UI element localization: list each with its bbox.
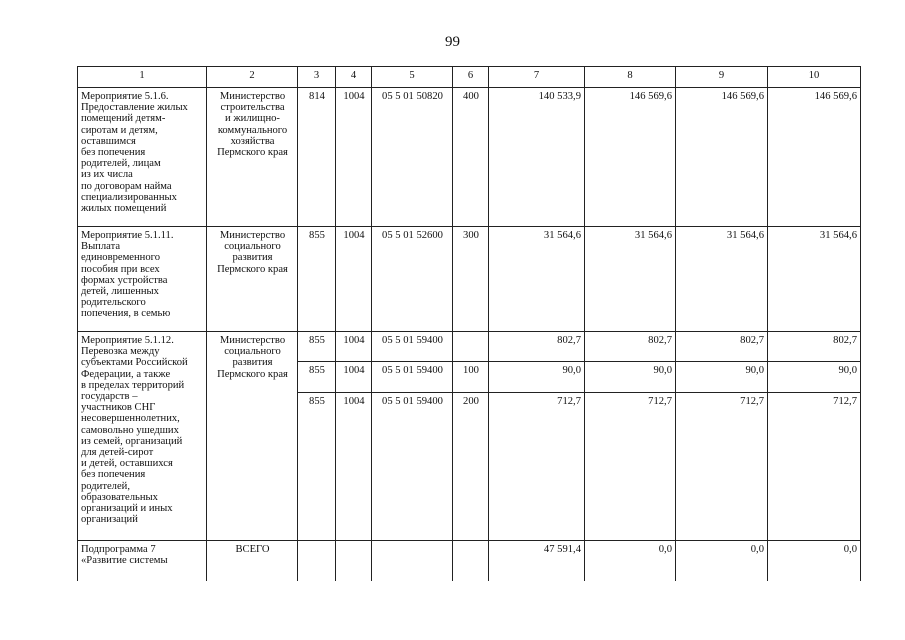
table-header-row: [78, 67, 861, 88]
table-row: [78, 88, 861, 227]
target-article-cell: 05 5 01 50820: [372, 88, 453, 227]
code-cell: 814: [298, 88, 336, 227]
target-article-cell: 05 5 01 52600: [372, 227, 453, 332]
amount-cell: 146 569,6: [676, 88, 768, 227]
amount-cell: 90,0: [489, 362, 585, 393]
code-cell: 855: [298, 332, 336, 362]
column-header: 5: [372, 67, 453, 88]
amount-cell: 47 591,4: [489, 541, 585, 581]
expense-type-cell: 300: [453, 227, 489, 332]
column-header: 9: [676, 67, 768, 88]
section-cell: 1004: [336, 227, 372, 332]
amount-cell: 140 533,9: [489, 88, 585, 227]
amount-cell: 802,7: [489, 332, 585, 362]
expense-type-cell: 100: [453, 362, 489, 393]
activity-name-cell: Мероприятие 5.1.6. Предоставление жилых помещений детям- сиротам и детям, оставшимся без попечения родителей, лицам из их числа по договорам найма специализированных жилых помещений: [78, 88, 207, 227]
column-header: 2: [207, 67, 298, 88]
column-header: 4: [336, 67, 372, 88]
table-row: [78, 541, 861, 581]
amount-cell: 90,0: [768, 362, 861, 393]
page-number: 99: [445, 34, 460, 50]
column-header: 6: [453, 67, 489, 88]
column-header: 3: [298, 67, 336, 88]
amount-cell: 712,7: [676, 393, 768, 541]
section-cell: [336, 541, 372, 581]
amount-cell: 31 564,6: [768, 227, 861, 332]
section-cell: 1004: [336, 88, 372, 227]
executor-cell: Министерство социального развития Пермского края: [207, 227, 298, 332]
amount-cell: 0,0: [768, 541, 861, 581]
amount-cell: 802,7: [768, 332, 861, 362]
column-header: 8: [585, 67, 676, 88]
amount-cell: 0,0: [676, 541, 768, 581]
section-cell: 1004: [336, 362, 372, 393]
activity-name-cell: Подпрограмма 7 «Развитие системы: [78, 541, 207, 581]
table-row: [78, 227, 861, 332]
table-row: [78, 332, 861, 362]
code-cell: 855: [298, 362, 336, 393]
code-cell: [298, 541, 336, 581]
target-article-cell: 05 5 01 59400: [372, 393, 453, 541]
executor-cell: Министерство строительства и жилищно- коммунального хозяйства Пермского края: [207, 88, 298, 227]
amount-cell: 31 564,6: [585, 227, 676, 332]
amount-cell: 802,7: [585, 332, 676, 362]
amount-cell: 90,0: [585, 362, 676, 393]
section-cell: 1004: [336, 393, 372, 541]
section-cell: 1004: [336, 332, 372, 362]
budget-table: [77, 66, 861, 581]
expense-type-cell: 200: [453, 393, 489, 541]
target-article-cell: [372, 541, 453, 581]
code-cell: 855: [298, 393, 336, 541]
amount-cell: 90,0: [676, 362, 768, 393]
target-article-cell: 05 5 01 59400: [372, 362, 453, 393]
amount-cell: 0,0: [585, 541, 676, 581]
target-article-cell: 05 5 01 59400: [372, 332, 453, 362]
amount-cell: 712,7: [489, 393, 585, 541]
amount-cell: 31 564,6: [489, 227, 585, 332]
code-cell: 855: [298, 227, 336, 332]
activity-name-cell: Мероприятие 5.1.12. Перевозка между субъектами Российской Федерации, а также в пределах территорий государств – участников СНГ несовершеннолетних, самовольно ушедших из семей, организаций для детей-сирот и детей, оставшихся без попечения родителей, образовательных организаций и иных организаций: [78, 332, 207, 541]
expense-type-cell: 400: [453, 88, 489, 227]
column-header: 10: [768, 67, 861, 88]
amount-cell: 712,7: [585, 393, 676, 541]
expense-type-cell: [453, 541, 489, 581]
amount-cell: 31 564,6: [676, 227, 768, 332]
amount-cell: 802,7: [676, 332, 768, 362]
amount-cell: 146 569,6: [585, 88, 676, 227]
activity-name-cell: Мероприятие 5.1.11. Выплата единовременного пособия при всех формах устройства детей, лишенных родительского попечения, в семью: [78, 227, 207, 332]
amount-cell: 146 569,6: [768, 88, 861, 227]
executor-cell: ВСЕГО: [207, 541, 298, 581]
expense-type-cell: [453, 332, 489, 362]
column-header: 1: [78, 67, 207, 88]
column-header: 7: [489, 67, 585, 88]
executor-cell: Министерство социального развития Пермского края: [207, 332, 298, 541]
amount-cell: 712,7: [768, 393, 861, 541]
